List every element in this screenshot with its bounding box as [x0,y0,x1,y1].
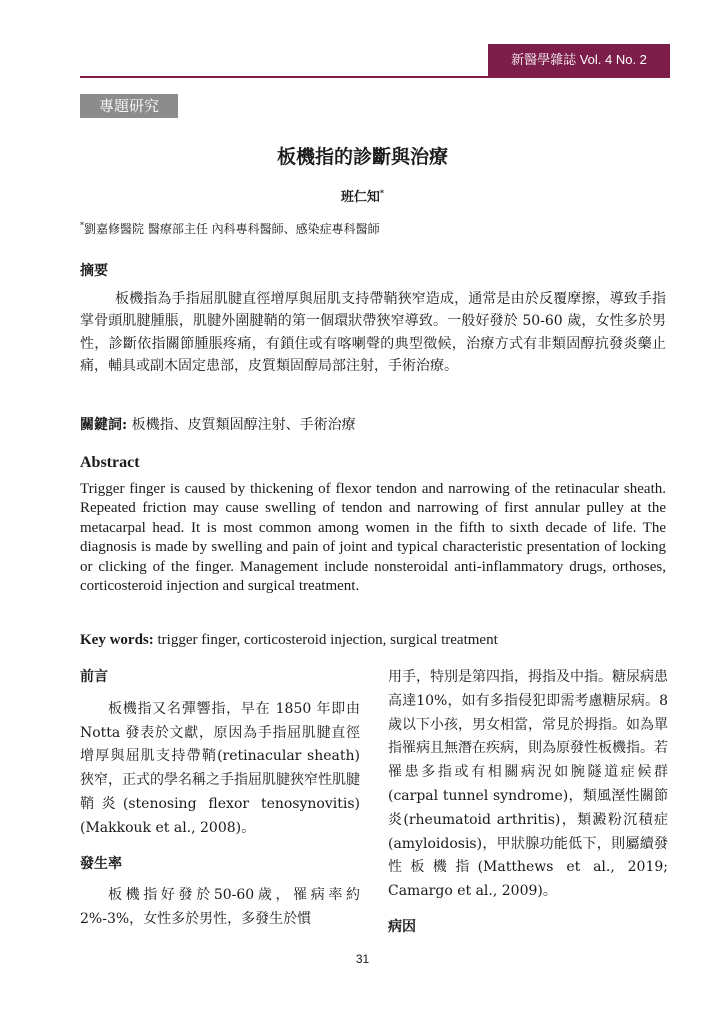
affiliation-text: 劉嘉修醫院 醫療部主任 內科專科醫師、感染症專科醫師 [84,222,380,236]
keywords-zh-text: 板機指、皮質類固醇注射、手術治療 [131,417,356,433]
intro-heading: 前言 [80,669,108,685]
incidence-paragraph: 板機指好發於50-60歲，罹病率約2%-3%，女性多於男性，多發生於慣 [80,887,360,928]
abstract-en-text: Trigger finger is caused by thickening of flexor tendon and narrowing of the retinacular sheath. Repeated friction may cause swelling of tendon and narrowing of first annular pulley at the metacarpal head. It is most common among women in the fifth to sixth decade of life. The diagnosis is made by swelling and pain of joint and typical characteristic presentation of locking or clicking of the finger. Management include nonsteroidal anti-inflammatory drugs, orthoses, corticosteroid injection and surgical treatment. [80,481,666,595]
incidence-continued: 用手，特別是第四指，拇指及中指。糖尿病患高達10%，如有多指侵犯即需考慮糖尿病。8歲以下小孩，男女相當，常見於拇指。如為單指罹病且無潛在疾病，則為原發性板機指。若罹患多指或有相關病況如腕隧道症候群(carpal tunnel syndrome)，類風溼性關節炎(rheumatoid arthritis)，類澱粉沉積症(amyloidosis)，甲狀腺功能低下，則屬續發性板機指(Matthews et al., 2019; Camargo et al., 2009)。 [388,669,668,900]
author-line [0,186,725,205]
abstract-zh-heading: 摘要 [80,263,108,279]
keywords-zh [80,414,356,434]
header-divider [80,76,670,78]
keywords-en-label: Key words: [80,632,154,648]
author-mark: * [379,187,385,198]
abstract-zh-text: 板機指為手指屈肌腱直徑增厚與屈肌支持帶鞘狹窄造成，通常是由於反覆摩擦，導致手指掌骨頭肌腱腫脹，肌腱外圍腱鞘的第一個環狀帶狹窄導致。一般好發於 50-60 歲，女性多於男性，診斷依指關節腫脹疼痛，有鎖住或有喀喇聲的典型徵候，治療方式有非類固醇抗發炎藥止痛，輔具或副木固定患部，皮質類固醇局部注射，手術治療。 [80,291,666,375]
affiliation-mark: * [80,221,84,230]
keywords-en [80,632,498,649]
article-title: 板機指的診斷與治療 [276,146,448,168]
author-name: 班仁知 [340,190,380,205]
journal-header: 新醫學雜誌 Vol. 4 No. 2 [488,44,670,76]
intro-paragraph: 板機指又名彈響指，早在 1850 年即由 Notta 發表於文獻，原因為手指屈肌腱直徑增厚與屈肌支持帶鞘(retinacular sheath)狹窄，正式的學名稱之手指屈肌腱狹窄性肌腱鞘炎(stenosing flexor tenosynovitis)(Makkouk et al., 2008)。 [80,700,360,836]
abstract-en-heading: Abstract [80,454,140,471]
affiliation [80,220,380,237]
keywords-en-text: trigger finger, corticosteroid injection, surgical treatment [157,632,498,648]
incidence-heading: 發生率 [80,855,122,872]
keywords-zh-label: 關鍵詞: [80,417,128,433]
page-number: 31 [355,952,370,966]
body-left-column [80,666,360,932]
cause-heading: 病因 [388,918,416,935]
body-right-column [388,666,668,948]
section-tag: 專題研究 [80,94,178,118]
